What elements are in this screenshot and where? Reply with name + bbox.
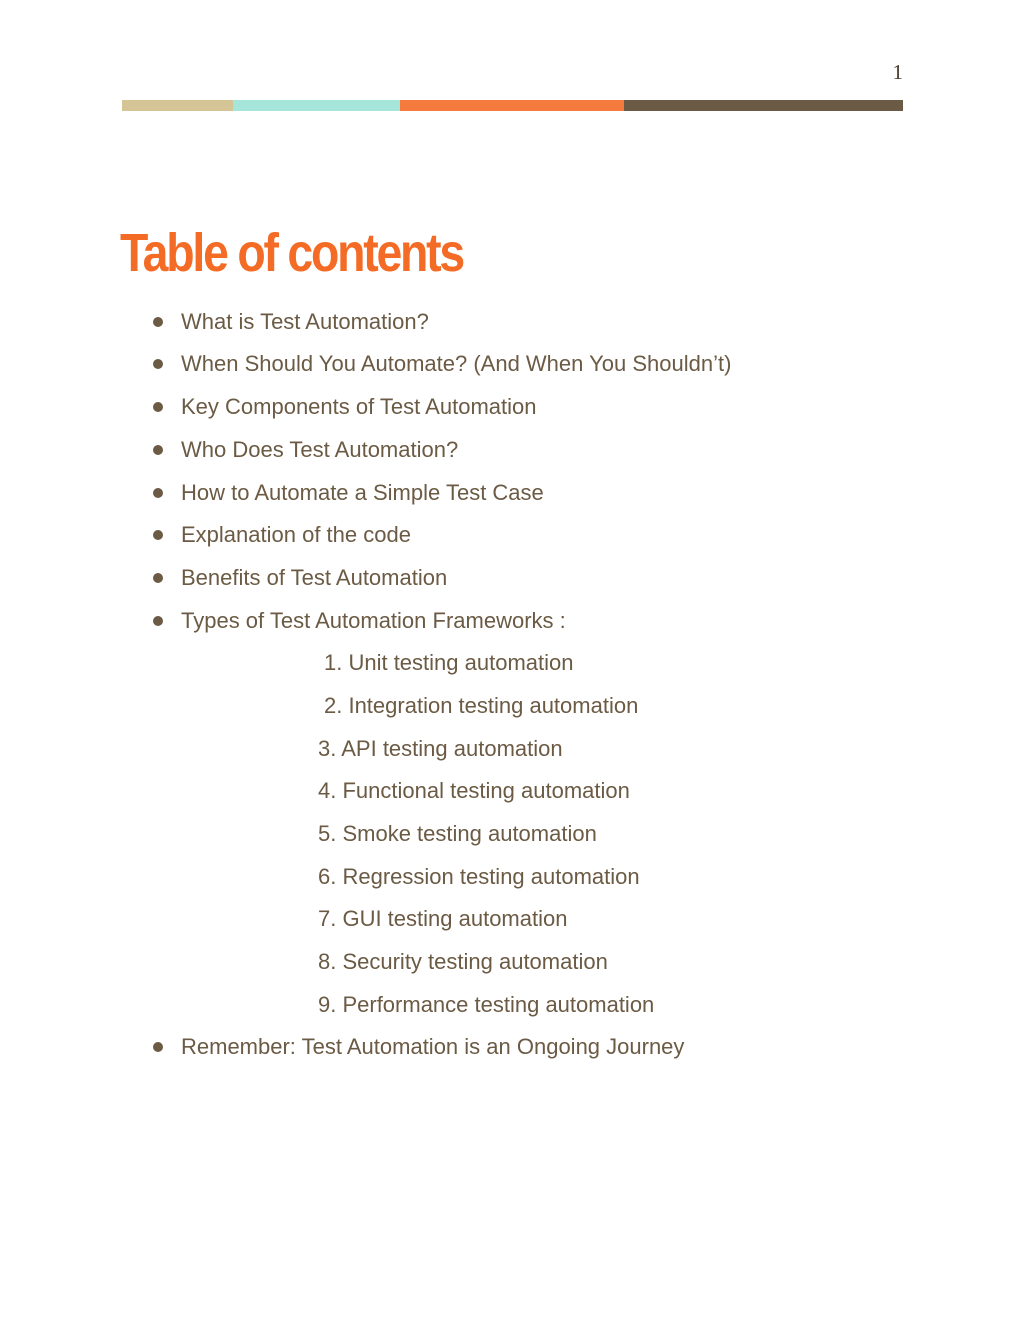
framework-type-item: 4. Functional testing automation [318, 778, 630, 803]
page-number: 1 [892, 60, 903, 84]
toc-item-label: When Should You Automate? (And When You Shouldn’t) [181, 351, 732, 376]
bullet-icon [153, 359, 163, 369]
bullet-icon [153, 616, 163, 626]
toc-item-label: Types of Test Automation Frameworks : [181, 608, 566, 633]
bullet-icon [153, 530, 163, 540]
bullet-icon [153, 445, 163, 455]
toc-item-label: Key Components of Test Automation [181, 394, 537, 419]
toc-item-label: What is Test Automation? [181, 309, 429, 334]
bullet-icon [153, 317, 163, 327]
bullet-icon [153, 573, 163, 583]
framework-type-item: 3. API testing automation [318, 736, 563, 761]
toc-item-label: Benefits of Test Automation [181, 565, 448, 590]
toc-title: Table of contents [120, 223, 463, 283]
framework-type-item: 5. Smoke testing automation [318, 821, 597, 846]
header-color-band [122, 100, 903, 111]
band-segment-mint [233, 100, 400, 111]
band-segment-brown [624, 100, 903, 111]
framework-type-item: 1. Unit testing automation [324, 650, 574, 675]
toc-item-label: Explanation of the code [181, 522, 411, 547]
toc-item-label: Who Does Test Automation? [181, 437, 459, 462]
bullet-icon [153, 1042, 163, 1052]
bullet-icon [153, 488, 163, 498]
framework-type-item: 8. Security testing automation [318, 949, 608, 974]
toc-item-label: Remember: Test Automation is an Ongoing Journey [181, 1034, 685, 1059]
framework-type-item: 2. Integration testing automation [324, 693, 639, 718]
bullet-icon [153, 402, 163, 412]
framework-type-item: 9. Performance testing automation [318, 992, 655, 1017]
toc-item-label: How to Automate a Simple Test Case [181, 480, 544, 505]
band-segment-orange [400, 100, 624, 111]
framework-type-item: 6. Regression testing automation [318, 864, 640, 889]
framework-type-item: 7. GUI testing automation [318, 906, 568, 931]
band-segment-tan [122, 100, 233, 111]
